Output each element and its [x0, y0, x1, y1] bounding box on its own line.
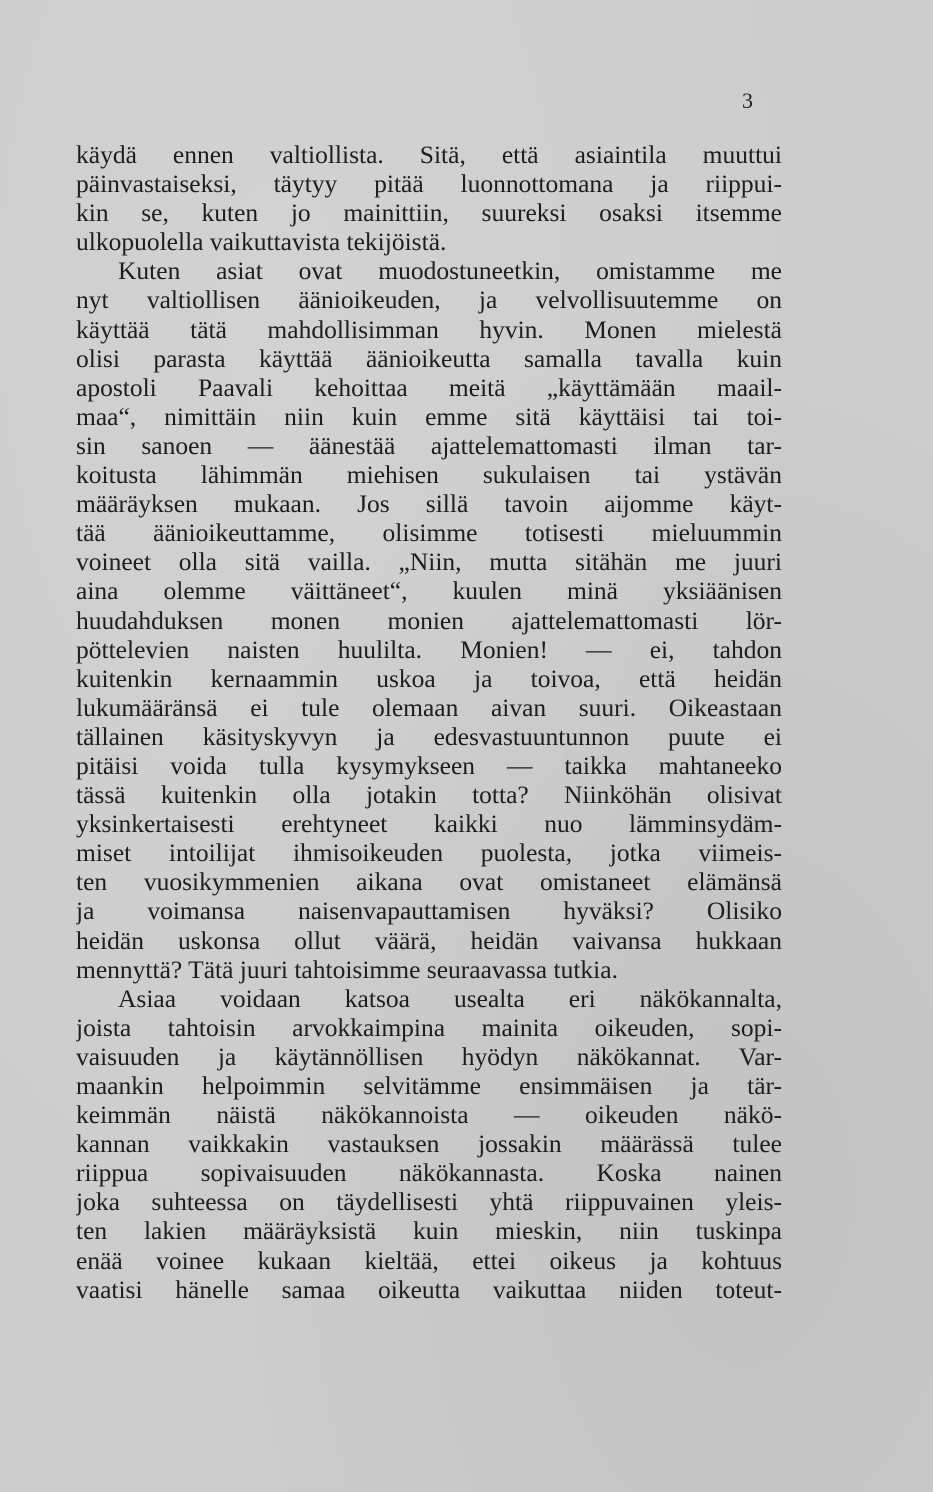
- text-line: keimmän näistä näkökannoista — oikeuden näkö-: [76, 1100, 782, 1130]
- text-line: päinvastaiseksi, täytyy pitää luonnottomana ja riippui-: [76, 169, 782, 199]
- text-line: vaisuuden ja käytännöllisen hyödyn näkökannat. Var-: [76, 1041, 782, 1071]
- text-line: määräyksen mukaan. Jos sillä tavoin aijomme käyt-: [76, 489, 782, 519]
- text-line: tässä kuitenkin olla jotakin totta? Niinköhän olisivat: [76, 780, 782, 810]
- text-line: koitusta lähimmän miehisen sukulaisen tai ystävän: [76, 460, 782, 490]
- text-line: joka suhteessa on täydellisesti yhtä riippuvainen yleis-: [76, 1187, 782, 1217]
- text-line: yksinkertaisesti erehtyneet kaikki nuo lämminsydäm-: [76, 809, 782, 839]
- page-number: 3: [742, 88, 753, 113]
- text-line: miset intoilijat ihmisoikeuden puolesta, jotka viimeis-: [76, 838, 782, 868]
- text-line: tää äänioikeuttamme, olisimme totisesti mieluummin: [76, 518, 782, 548]
- text-line: käydä ennen valtiollista. Sitä, että asiaintila muuttui: [76, 140, 782, 169]
- text-line: ten lakien määräyksistä kuin mieskin, niin tuskinpa: [76, 1216, 782, 1246]
- text-line: ulkopuolella vaikuttavista tekijöistä.: [76, 227, 447, 257]
- text-line: maa“, nimittäin niin kuin emme sitä käyttäisi tai toi-: [76, 401, 782, 431]
- text-line: apostoli Paavali kehoittaa meitä „käyttämään maail-: [76, 372, 782, 402]
- text-line: kuitenkin kernaammin uskoa ja toivoa, että heidän: [76, 663, 782, 693]
- text-line: lukumääränsä ei tule olemaan aivan suuri. Oikeastaan: [76, 692, 782, 722]
- text-line: Kuten asiat ovat muodostuneetkin, omistamme me: [118, 256, 782, 286]
- body-text: [76, 140, 782, 1304]
- text-line: heidän uskonsa ollut väärä, heidän vaivansa hukkaan: [76, 925, 782, 955]
- text-line: käyttää tätä mahdollisimman hyvin. Monen mielestä: [76, 314, 782, 344]
- text-line: Asiaa voidaan katsoa usealta eri näkökannalta,: [118, 983, 782, 1013]
- text-line: nyt valtiollisen äänioikeuden, ja velvollisuutemme on: [76, 285, 782, 315]
- text-line: huudahduksen monen monien ajattelemattomasti lör-: [76, 605, 782, 635]
- text-line: vaatisi hänelle samaa oikeutta vaikuttaa niiden toteut-: [76, 1274, 782, 1304]
- text-line: mennyttä? Tätä juuri tahtoisimme seuraavassa tutkia.: [76, 954, 618, 984]
- text-line: joista tahtoisin arvokkaimpina mainita oikeuden, sopi-: [76, 1012, 782, 1042]
- text-line: voineet olla sitä vailla. „Niin, mutta sitähän me juuri: [76, 547, 782, 577]
- text-line: riippua sopivaisuuden näkökannasta. Koska nainen: [76, 1158, 782, 1188]
- text-line: ja voimansa naisenvapauttamisen hyväksi? Olisiko: [76, 896, 782, 926]
- text-line: kannan vaikkakin vastauksen jossakin määrässä tulee: [76, 1129, 782, 1159]
- text-line: enää voinee kukaan kieltää, ettei oikeus ja kohtuus: [76, 1245, 782, 1275]
- text-line: maankin helpoimmin selvitämme ensimmäisen ja tär-: [76, 1071, 782, 1100]
- text-line: pöttelevien naisten huulilta. Monien! — ei, tahdon: [76, 634, 782, 664]
- text-line: olisi parasta käyttää äänioikeutta samalla tavalla kuin: [76, 343, 782, 373]
- text-line: sin sanoen — äänestää ajattelemattomasti ilman tar-: [76, 430, 782, 460]
- text-line: ten vuosikymmenien aikana ovat omistaneet elämänsä: [76, 867, 782, 897]
- text-line: kin se, kuten jo mainittiin, suureksi osaksi itsemme: [76, 198, 782, 228]
- text-line: tällainen käsityskyvyn ja edesvastuuntunnon puute ei: [76, 721, 782, 751]
- text-line: aina olemme väittäneet“, kuulen minä yksiäänisen: [76, 576, 782, 606]
- text-line: pitäisi voida tulla kysymykseen — taikka mahtaneeko: [76, 750, 782, 780]
